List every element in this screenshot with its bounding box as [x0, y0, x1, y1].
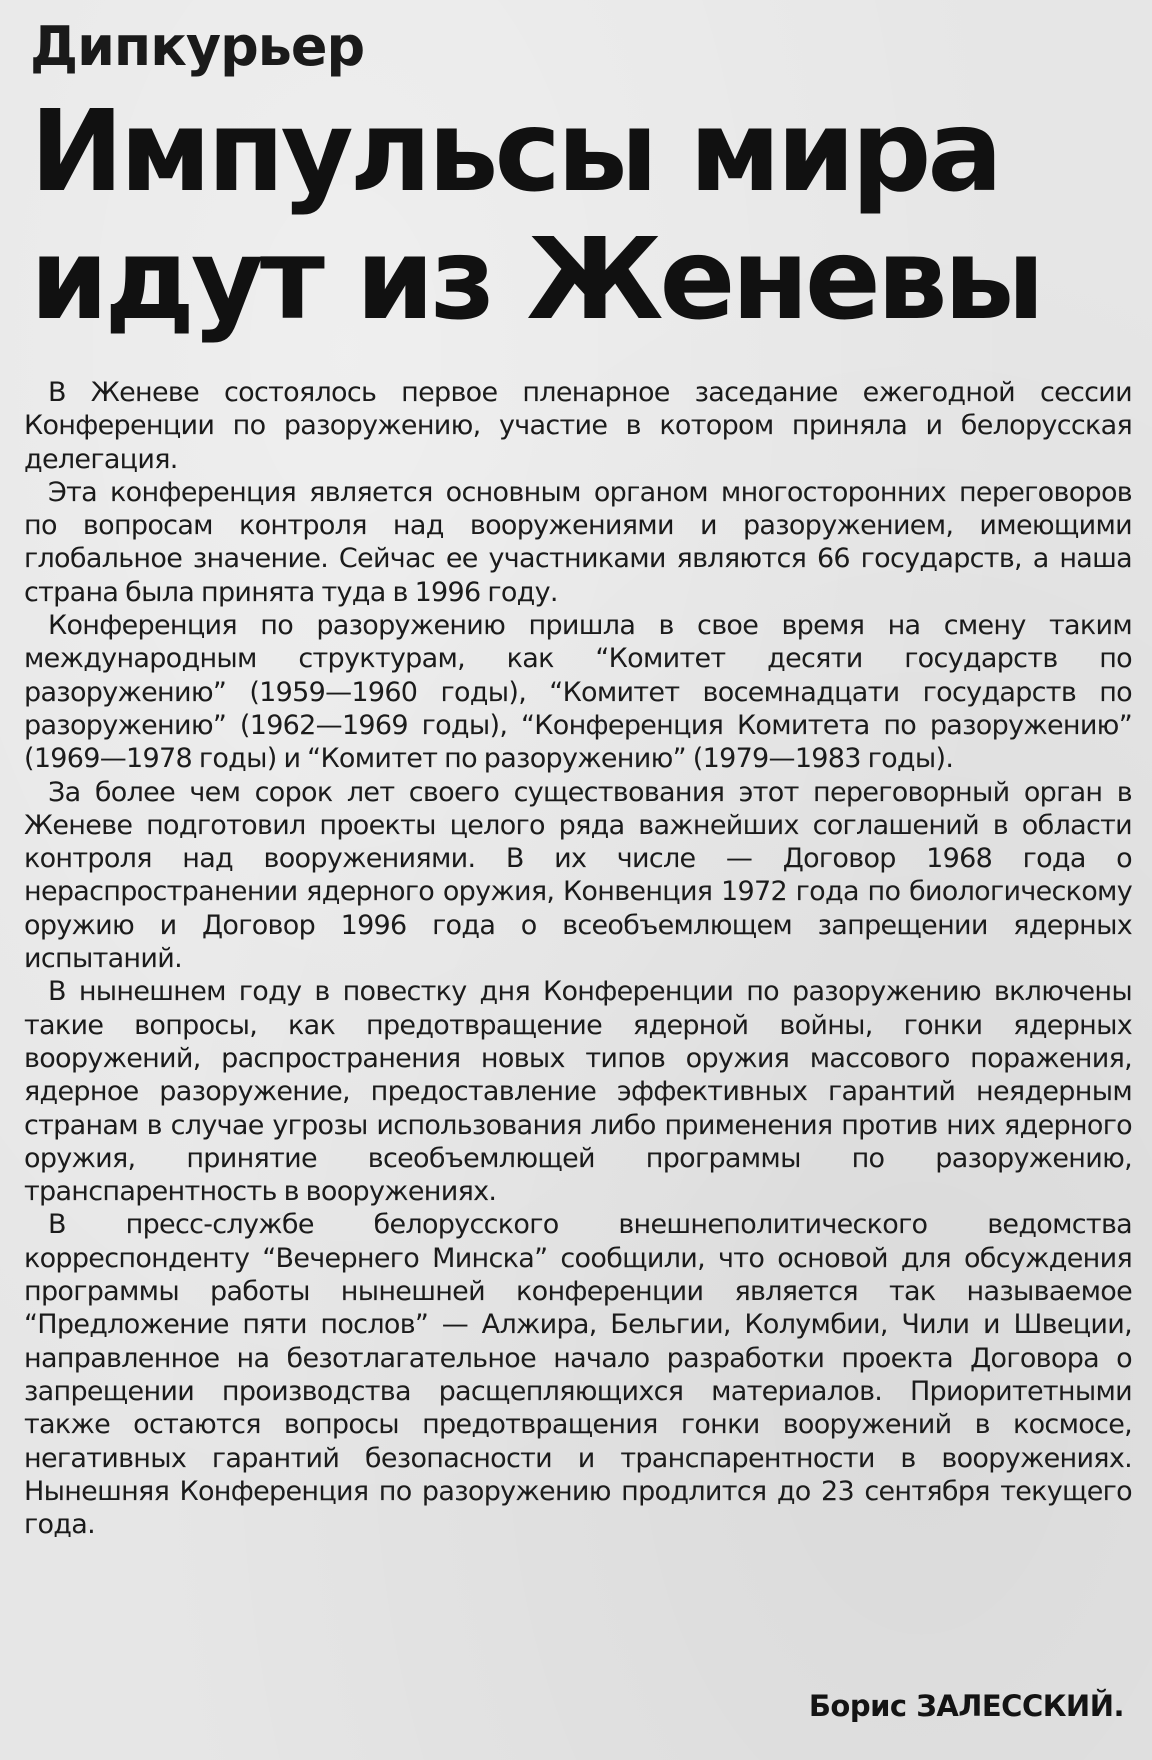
paragraph-2: Эта конференция является основным органом многосторонних переговоров по вопросам контроля над вооружениями и разоружением, имеющими глобальное значение. Сейчас ее участниками являются 66 государств, а наша страна была принята туда в 1996 году. — [24, 476, 1132, 608]
rubric-label: Дипкурьер — [30, 15, 365, 78]
article-body — [24, 376, 1132, 1541]
paragraph-4: За более чем сорок лет своего существования этот переговорный орган в Женеве подготовил проекты целого ряда важнейших соглашений в области контроля над вооружениями. В их числе — Договор 1968 года о нераспространении ядерного оружия, Конвенция 1972 года по биологическому оружию и Договор 1996 года о всеобъемлющем запрещении ядерных испытаний. — [24, 776, 1132, 975]
paragraph-6: В пресс-службе белорусского внешнеполитического ведомства корреспонденту “Вечернего Минска” сообщили, что основой для обсуждения программы работы нынешней конференции является так называемое “Предложение пяти послов” — Алжира, Бельгии, Колумбии, Чили и Швеции, направленное на безотлагательное начало разработки проекта Договора о запрещении производства расщепляющихся материалов. Приоритетными также остаются вопросы предотвращения гонки вооружений в космосе, негативных гарантий безопасности и транспарентности в вооружениях. Нынешняя Конференция по разоружению продлится до 23 сентября текущего года. — [24, 1209, 1132, 1541]
headline-line-2: идут из Женевы — [30, 215, 1041, 345]
headline-line-1: Импульсы мира — [30, 87, 999, 217]
paragraph-3: Конференция по разоружению пришла в свое время на смену таким международным структурам, как “Комитет десяти государств по разоружению” (1959—1960 годы), “Комитет восемнадцати государств по разоружению” (1962—1969 годы), “Конференция Комитета по разоружению” (1969—1978 годы) и “Комитет по разоружению” (1979—1983 годы). — [24, 610, 1132, 775]
paragraph-1: В Женеве состоялось первое пленарное заседание ежегодной сессии Конференции по разоружению, участие в котором приняла и белорусская делегация. — [24, 377, 1132, 475]
paragraph-5: В нынешнем году в повестку дня Конференции по разоружению включены такие вопросы, как предотвращение ядерной войны, гонки ядерных вооружений, распространения новых типов оружия массового поражения, ядерное разоружение, предоставление эффективных гарантий неядерным странам в случае угрозы использования либо применения против них ядерного оружия, принятие всеобъемлющей программы по разоружению, транспарентность в вооружениях. — [24, 976, 1132, 1208]
author-signature: Борис ЗАЛЕССКИЙ. — [808, 1689, 1124, 1723]
headline — [30, 88, 1130, 344]
